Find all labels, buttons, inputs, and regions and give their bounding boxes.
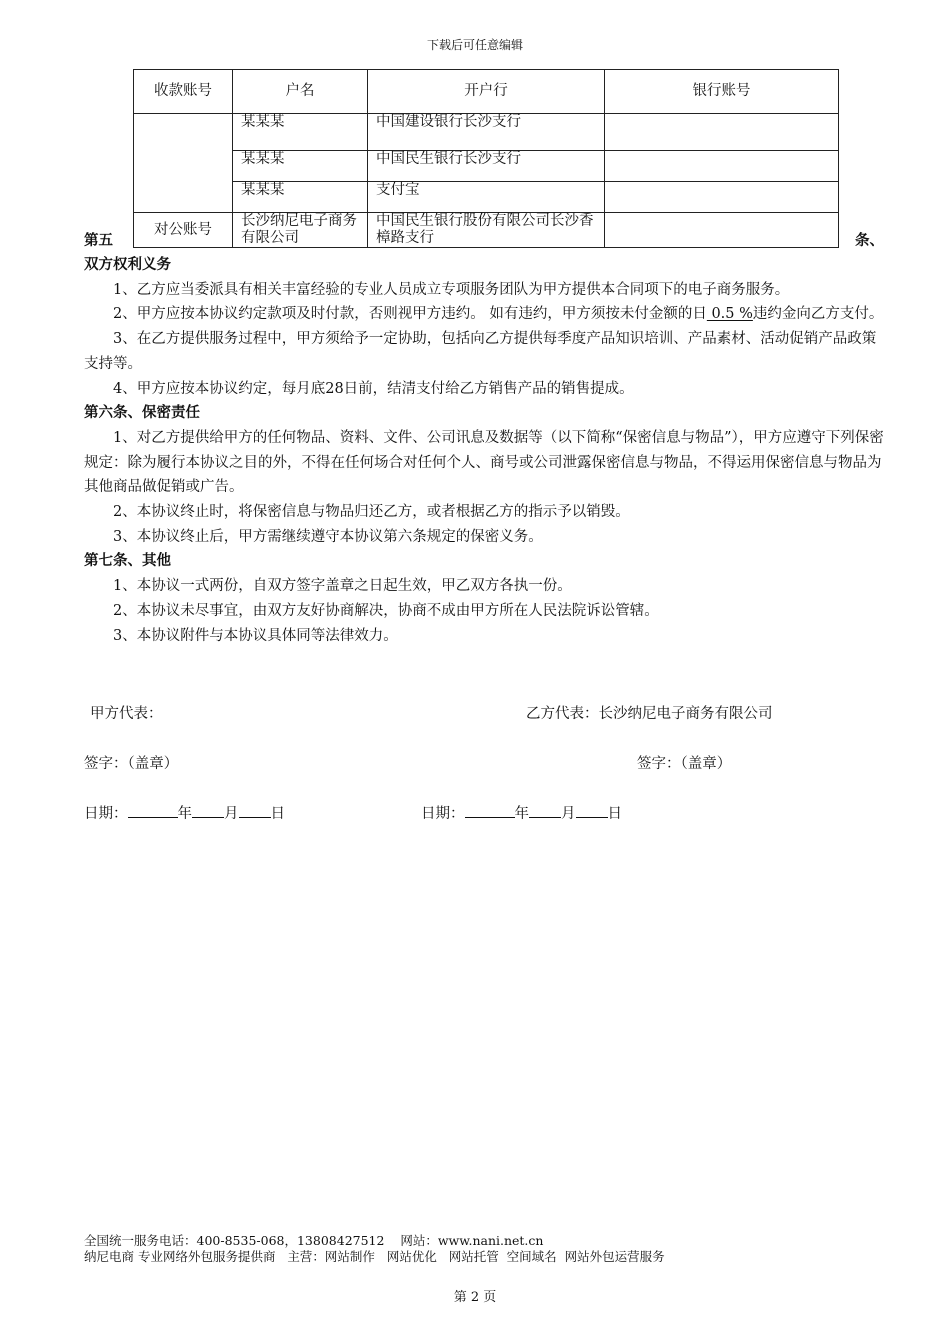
- clause-paragraph: 2、本协议终止时，将保密信息与物品归还乙方，或者根据乙方的指示予以销毁。: [113, 504, 630, 521]
- account-number-cell: [605, 182, 839, 213]
- clause-paragraph: 3、本协议附件与本协议具体同等法律效力。: [113, 627, 398, 644]
- clause-paragraph: 4、甲方应按本协议约定，每月底28日前，结清支付给乙方销售产品的销售提成。: [113, 380, 634, 397]
- account-number-cell: [605, 114, 839, 151]
- header-cell: 开户行: [368, 70, 605, 114]
- party-b-representative: 乙方代表：长沙纳尼电子商务有限公司: [526, 706, 773, 722]
- clause-paragraph: 3、在乙方提供服务过程中，甲方须给予一定协助，包括向乙方提供每季度产品知识培训、产品素材、活动促销产品政策支持等。: [84, 331, 877, 372]
- account-name-cell: 某某某: [233, 151, 368, 182]
- date-label: 日期：: [84, 806, 128, 822]
- account-name-cell: 长沙纳尼电子商务有限公司: [233, 213, 368, 248]
- clause-paragraph: 3、本协议终止后，甲方需继续遵守本协议第六条规定的保密义务。: [113, 528, 543, 545]
- month-blank: [192, 803, 224, 818]
- header-cell: 户名: [233, 70, 368, 114]
- section5-title: 双方权利义务: [84, 256, 171, 273]
- bank-cell: 支付宝: [368, 182, 605, 213]
- party-a-signature: 签字：（盖章）: [84, 756, 179, 772]
- year-blank: [128, 803, 178, 818]
- contract-body: [84, 253, 888, 648]
- party-a-date: [84, 802, 285, 823]
- clause-text: 2、甲方应按本协议约定款项及时付款，否则视甲方违约。 如有违约，甲方须按未付金额的日: [113, 306, 707, 323]
- account-number-cell: [605, 151, 839, 182]
- table-row: [134, 114, 839, 151]
- day-label: 日: [270, 806, 285, 822]
- clause-paragraph: 1、乙方应当委派具有相关丰富经验的专业人员成立专项服务团队为甲方提供本合同项下的电子商务服务。: [113, 281, 790, 298]
- year-blank: [465, 803, 515, 818]
- year-label: 年: [177, 806, 192, 822]
- party-b-signature: 签字：（盖章）: [637, 756, 732, 772]
- month-label: 月: [561, 806, 576, 822]
- day-blank: [239, 803, 271, 818]
- year-label: 年: [514, 806, 529, 822]
- section5-title-prefix: 第五: [84, 232, 113, 249]
- clause-paragraph: [84, 302, 888, 327]
- penalty-rate: 0.5 %: [706, 306, 753, 323]
- clause-text: 违约金向乙方支付。: [752, 306, 884, 323]
- day-label: 日: [607, 806, 622, 822]
- month-blank: [529, 803, 561, 818]
- table-row-corporate: [134, 213, 839, 248]
- account-number-cell: [605, 213, 839, 248]
- account-name-cell: 某某某: [233, 114, 368, 151]
- clause-paragraph: 1、本协议一式两份，自双方签字盖章之日起生效，甲乙双方各执一份。: [113, 578, 572, 595]
- footer-contact: 全国统一服务电话：400-8535-068，13808427512 网站：www.nani.net.cn: [84, 1233, 544, 1248]
- party-b-date: [421, 802, 622, 823]
- account-table: [133, 69, 839, 248]
- day-blank: [576, 803, 608, 818]
- bank-cell: 中国民生银行股份有限公司长沙香樟路支行: [368, 213, 605, 248]
- page-footer: [84, 1233, 665, 1265]
- month-label: 月: [224, 806, 239, 822]
- page-number: 第 2 页: [453, 1290, 497, 1305]
- footer-services: 纳尼电商 专业网络外包服务提供商 主营：网站制作 网站优化 网站托管 空间域名 网站外包运营服务: [84, 1249, 665, 1264]
- table-header-row: [134, 70, 839, 114]
- bank-cell: 中国民生银行长沙支行: [368, 151, 605, 182]
- table-row: [134, 182, 839, 213]
- date-label: 日期：: [421, 806, 465, 822]
- header-cell: 银行账号: [605, 70, 839, 114]
- empty-cell: [134, 114, 233, 213]
- header-cell: 收款账号: [134, 70, 233, 114]
- clause-paragraph: 2、本协议未尽事宜，由双方友好协商解决，协商不成由甲方所在人民法院诉讼管辖。: [113, 602, 659, 619]
- party-a-representative: 甲方代表：: [90, 706, 163, 722]
- corporate-label-cell: 对公账号: [134, 213, 233, 248]
- table-row: [134, 151, 839, 182]
- section5-title-suffix: 条、: [855, 232, 884, 249]
- clause-paragraph: 1、对乙方提供给甲方的任何物品、资料、文件、公司讯息及数据等（以下简称“保密信息与物品”），甲方应遵守下列保密规定：除为履行本协议之目的外，不得在任何场合对任何个人、商号或公司泄露保密信息与物品，不得运用保密信息与物品为其他商品做促销或广告。: [84, 429, 884, 496]
- page-header: 下载后可任意编辑: [426, 38, 523, 52]
- account-name-cell: 某某某: [233, 182, 368, 213]
- bank-cell: 中国建设银行长沙支行: [368, 114, 605, 151]
- section7-title: 第七条、其他: [84, 552, 171, 570]
- section6-title: 第六条、保密责任: [84, 404, 200, 422]
